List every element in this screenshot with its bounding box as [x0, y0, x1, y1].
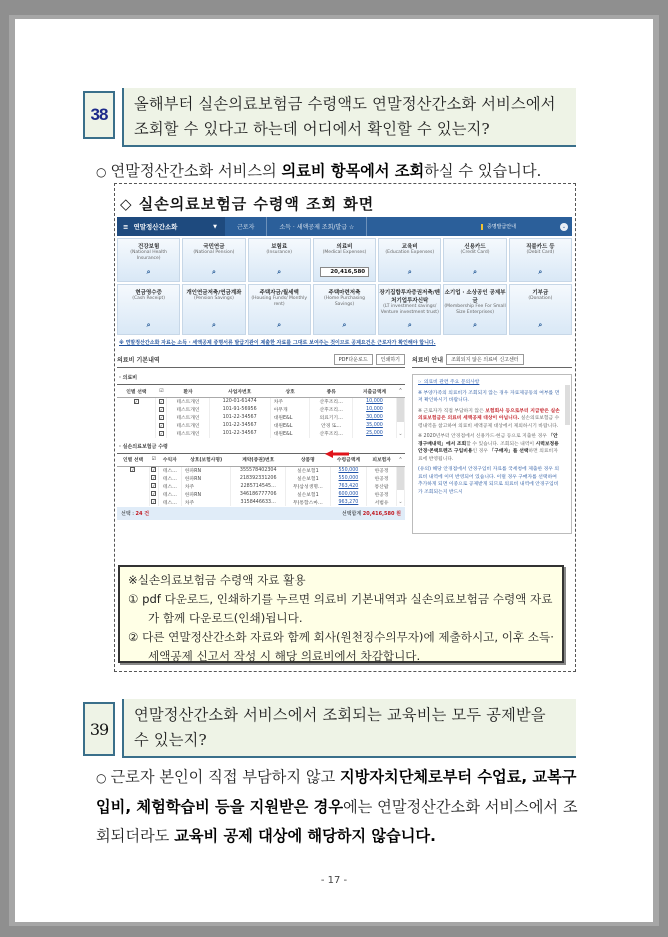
search-icon[interactable]: ⌕ [538, 321, 543, 329]
print-button[interactable]: 인쇄하기 [376, 354, 405, 365]
note-item: ① pdf 다운로드, 인쇄하기를 누르면 의료비 기본내역과 실손의료보험금 수령액 자료가 함께 다운로드(인쇄)됩니다. [128, 592, 553, 625]
row-checkbox[interactable]: ✓ [117, 398, 156, 406]
table-cell: 테스… [158, 498, 181, 506]
tile-lt-investment[interactable] [378, 284, 441, 335]
tile-medical-expenses[interactable] [313, 238, 376, 282]
row-checkbox[interactable] [117, 430, 156, 438]
scrollbar[interactable] [397, 406, 405, 414]
tile-label: 주택자금/월세액 [259, 290, 299, 296]
table-cell: 테스… [158, 474, 181, 482]
breadcrumb-deduction[interactable]: 소득 · 세액공제 조회/발급 ☆ [267, 217, 367, 236]
tile-label: 기부금 [532, 290, 549, 296]
column-header: 사업자번호 [209, 385, 270, 398]
tile-label: 개인연금저축/연금계좌 [186, 290, 242, 296]
column-header: 피보험자 [367, 453, 397, 466]
scrollbar[interactable] [397, 414, 405, 422]
tile-label: 주택마련저축 [328, 290, 361, 296]
table-cell: 218392331206 [231, 474, 286, 482]
tile-label-en: (Membership Fee For Small Size Enterprises) [444, 304, 506, 315]
guide-box[interactable] [412, 374, 572, 534]
table-cell: 120-01-61474 [209, 398, 270, 406]
section-title: 의료비 안내 [412, 357, 444, 364]
tile-label-en: (National Pension) [193, 250, 235, 255]
amount-link[interactable]: 35,000 [352, 422, 396, 430]
question-text [122, 88, 576, 147]
tile-label-en: (Donation) [528, 296, 553, 301]
search-icon[interactable]: ⌕ [538, 268, 543, 276]
table-cell: 실손보험1 [285, 466, 330, 474]
scroll-up-icon[interactable]: ⌃ [397, 385, 405, 398]
scrollbar[interactable] [565, 385, 570, 425]
tile-housing-funds[interactable] [248, 284, 311, 335]
bullet-icon: ○ [96, 165, 107, 179]
tile-label: 신용카드 [464, 244, 486, 250]
guide-paragraph [418, 408, 561, 431]
table-cell: 101-22-34567 [209, 422, 270, 430]
category-tiles-row2 [117, 282, 572, 335]
table-cell: 아무개 [270, 406, 310, 414]
tile-label-en: (National Health Insurance) [130, 250, 167, 261]
table-row[interactable] [117, 490, 405, 498]
row-checkbox[interactable] [117, 406, 156, 414]
row-checkbox[interactable]: ✓ [149, 490, 158, 498]
question-line: 올해부터 실손의료보험금 수령액도 연말정산간소화 서비스에서 [134, 95, 556, 113]
question-line: 수 있는지? [134, 731, 207, 749]
hometax-screenshot [117, 217, 572, 547]
tile-small-business[interactable] [443, 284, 506, 335]
report-center-button[interactable]: 조회되지 않은 의료비 신고센터 [446, 354, 524, 365]
tile-label-en: (Cash Receipt) [132, 296, 166, 301]
answer-text: 연말정산간소화 서비스의 [110, 162, 282, 180]
section-title: 의료비 기본내역 [117, 357, 160, 364]
guide-text: ※ 2020년부터 안경점에서 신용카드·현금 등으로 지출한 경우 [418, 434, 549, 439]
selected-total-label: 선택합계 [341, 511, 363, 517]
search-icon[interactable]: ⌕ [277, 321, 282, 329]
row-checkbox[interactable] [117, 490, 149, 498]
tile-health-insurance[interactable] [117, 238, 180, 282]
guide-paragraph: (유의) 해당 안경점에서 안경구입비 자료를 국세청에 제출한 경우 의료비 내역에 이미 반영되어 있습니다. 이럴 경우 구매자를 선택하여 추가하게 되면 이중으로 공제받게 되므로 의료비 내역에 안경구입비가 조회되는지 반드시 [418, 467, 560, 495]
column-header: 인별 선택 [117, 385, 156, 398]
certificate-guide-link[interactable]: 증명발급안내 [487, 224, 516, 230]
row-checkbox[interactable]: ✓ [156, 430, 167, 438]
amount-link[interactable]: 10,000 [352, 406, 396, 414]
search-icon[interactable]: ⌕ [407, 268, 412, 276]
amount-link[interactable]: 550,000 [330, 474, 366, 482]
tile-label: 교육비 [401, 244, 418, 250]
tile-label: 보험료 [271, 244, 288, 250]
column-header: 종류 [310, 385, 353, 398]
scroll-up-icon[interactable]: ⌃ [397, 453, 405, 466]
column-header: 상품명 [285, 453, 330, 466]
table-cell: 한파RN [181, 490, 231, 498]
table-cell: 대원E&L [270, 414, 310, 422]
row-checkbox[interactable]: ✓ [149, 474, 158, 482]
column-header: 인별 선택 [117, 453, 149, 466]
table-cell: 테스… [158, 466, 181, 474]
search-icon[interactable]: ⌕ [146, 321, 151, 329]
tile-label-en: (Credit Card) [460, 250, 490, 255]
insurance-table [117, 453, 405, 507]
table-row[interactable] [117, 430, 405, 438]
scrollbar[interactable] [397, 398, 405, 406]
row-checkbox[interactable] [117, 414, 156, 422]
red-arrow-icon [325, 450, 349, 458]
table-cell: 실손보험1 [285, 474, 330, 482]
guide-paragraph [418, 433, 561, 463]
tile-label-en: (Education Expenses) [385, 250, 435, 255]
table-cell: 무)삼성생명… [285, 482, 330, 490]
answer-39 [96, 763, 582, 851]
tile-label: 건강보험 [138, 244, 160, 250]
table-cell: 테스트개인 [167, 406, 209, 414]
column-header: 계약(증권)번호 [231, 453, 286, 466]
table-cell: 차주 [270, 398, 310, 406]
menu-icon[interactable]: ≡ [123, 222, 129, 231]
usage-note [118, 565, 564, 663]
subsection-insurance: · 실손의료보험금 수령 [119, 443, 168, 450]
selected-count: 24 건 [135, 511, 150, 517]
table-cell: 테스트개인 [167, 414, 209, 422]
table-row[interactable] [117, 422, 405, 430]
amount-link[interactable]: 550,000 [330, 466, 366, 474]
scrollbar[interactable] [397, 482, 405, 490]
page-number: - 17 - [320, 875, 348, 886]
column-header: 수익자 [158, 453, 181, 466]
table-cell: 대원E&L [270, 422, 310, 430]
column-header: 환자 [167, 385, 209, 398]
table-cell: 실손보험1 [285, 490, 330, 498]
row-checkbox[interactable] [117, 474, 149, 482]
guide-bold: 「안경구매내역」에서 조회 [418, 434, 558, 447]
question-39-header [83, 699, 576, 758]
amount-link[interactable]: 25,000 [352, 430, 396, 438]
row-checkbox[interactable]: ✓ [156, 414, 167, 422]
selected-label: 선택 : [121, 511, 136, 517]
tile-label-en: (LT investment savings/ Venture investment trust) [380, 304, 439, 315]
tile-label-en: (Home Purchasing Savings) [323, 296, 366, 307]
scrollbar[interactable] [397, 422, 405, 430]
table-row[interactable] [117, 498, 405, 506]
selection-summary [117, 507, 405, 520]
pdf-download-button[interactable]: PDF다운로드 [334, 354, 373, 365]
table-cell: 테스트개인 [167, 398, 209, 406]
tile-pension-savings[interactable] [182, 284, 245, 335]
tile-label-en: (Insurance) [266, 250, 292, 255]
answer-emphasis: 의료비 항목에서 조회 [281, 162, 425, 180]
tile-label-en: (Housing Funds/ Monthly rent) [251, 296, 308, 307]
table-row[interactable] [117, 466, 405, 474]
table-cell: 101-22-34567 [209, 414, 270, 422]
row-checkbox[interactable] [117, 498, 149, 506]
notice-link[interactable]: ※ 연말정산간소화 자료는 소득 · 세액공제 증명서류 발급기관이 제출한 자료를 그대로 보여주는 것이므로 공제요건은 근로자가 확인해야 합니다. [119, 340, 436, 346]
figure-title: ◇ 실손의료보험금 수령액 조회 화면 [120, 195, 375, 213]
column-header: 지출금액계 [352, 385, 396, 398]
guide-text: 할 수 있습니다. 조회되는 내역이 [466, 441, 536, 447]
table-cell: 대원E&L [270, 430, 310, 438]
guide-text: ※ 근로자가 직접 부담하지 않은 [418, 408, 486, 414]
tile-label: 국민연금 [203, 244, 225, 250]
tile-home-purchasing-savings[interactable] [313, 284, 376, 335]
medical-table [117, 384, 405, 438]
table-cell: 한파RN [181, 466, 231, 474]
row-checkbox[interactable]: ✓ [117, 466, 149, 474]
marker-icon [481, 224, 483, 230]
tile-label: 직불카드 등 [526, 244, 555, 250]
answer-emphasis: 지방자치단체로부터 수업료, 교복구입비, 체험학습비 등을 지원받은 경우 [96, 768, 577, 816]
selected-total: 20,416,580 원 [362, 511, 401, 517]
answer-text: 근로자 본인이 직접 부담하지 않고 [110, 768, 341, 786]
chevron-circle-icon[interactable]: ⌄ [561, 223, 567, 230]
table-cell: 3158446633… [231, 498, 286, 506]
guide-text: 인 경우 [472, 449, 490, 454]
answer-38 [96, 158, 582, 186]
scrollbar[interactable]: ⌄ [398, 499, 403, 505]
tile-national-pension[interactable] [182, 238, 245, 282]
search-icon[interactable]: ⌕ [342, 321, 347, 329]
tile-insurance[interactable] [248, 238, 311, 282]
tile-label: 현금영수증 [135, 290, 162, 296]
note-title: ※실손의료보험금 수령액 자료 활용 [128, 573, 306, 587]
answer-text: 하실 수 있습니다. [424, 162, 542, 180]
question-number-badge: 39 [83, 702, 115, 756]
tile-label-en: (Pension Savings) [193, 296, 234, 301]
scrollbar[interactable] [397, 474, 405, 482]
column-header: 상호 [270, 385, 310, 398]
answer-text: 에는 연말정산간소화 서비스에서 조회되더라도 [96, 798, 578, 845]
answer-emphasis: 교육비 공제 대상에 해당하지 않습니다. [174, 827, 436, 845]
search-icon[interactable]: ⌕ [211, 268, 216, 276]
amount-link[interactable]: 763,420 [330, 482, 366, 490]
table-cell: 101-22-34567 [209, 430, 270, 438]
table-row[interactable] [117, 474, 405, 482]
table-cell: 355578402304 [231, 466, 286, 474]
row-checkbox[interactable]: ✓ [149, 498, 158, 506]
chevron-down-icon: ▼ [213, 223, 217, 230]
question-line: 연말정산간소화 서비스에서 조회되는 교육비는 모두 공제받을 [134, 706, 546, 724]
medical-expenses-value[interactable]: 20,416,580 [320, 267, 369, 277]
table-cell: 한공정 [367, 490, 397, 498]
table-cell: 통산팝 [367, 482, 397, 490]
search-icon[interactable]: ⌕ [407, 321, 412, 329]
table-cell: 한파RN [181, 474, 231, 482]
search-icon[interactable]: ⌕ [473, 321, 478, 329]
table-cell: 산후조리… [310, 398, 353, 406]
row-checkbox[interactable]: ✓ [156, 406, 167, 414]
question-38-header [83, 88, 576, 147]
table-cell: 서범유 [367, 498, 397, 506]
amount-link[interactable]: 10,000 [352, 398, 396, 406]
scrollbar[interactable]: ⌄ [398, 430, 403, 437]
nav-home[interactable] [117, 217, 225, 236]
guide-text: 실손의료보험금 수령내역을 참고하여 의료비 세액공제 대상에서 제외하시기 바랍니다. [418, 416, 560, 429]
column-header: ☑ [156, 385, 167, 398]
guide-warning: 보험회사 등으로부터 지급받은 실손의료보험금은 의료비 세액공제 대상이 아닙니다. [418, 408, 560, 421]
table-cell: 차주 [181, 482, 231, 490]
tile-cash-receipt[interactable] [117, 284, 180, 335]
nav-home-label: 연말정산간소화 [133, 223, 178, 231]
tile-credit-card[interactable] [443, 238, 506, 282]
table-cell: 한공정 [367, 474, 397, 482]
table-row[interactable] [117, 482, 405, 490]
table-cell: 101-91-56956 [209, 406, 270, 414]
scrollbar[interactable] [397, 466, 405, 474]
tile-label-en: (Medical Expenses) [322, 250, 367, 255]
search-icon[interactable]: ⌕ [211, 321, 216, 329]
table-cell: 테스트개인 [167, 422, 209, 430]
amount-link[interactable]: 600,000 [330, 490, 366, 498]
tile-label: 소기업 · 소상공인 공제부금 [444, 290, 506, 304]
question-text [122, 699, 576, 758]
bullet-icon: ○ [96, 771, 107, 785]
nav-bar [117, 217, 572, 236]
amount-link[interactable]: 30,000 [352, 414, 396, 422]
table-row[interactable] [117, 398, 405, 406]
column-header: 상호(보험사명) [181, 453, 231, 466]
guide-paragraph: ※ 부양가족의 의료비가 조회되지 않는 경우 자료제공동의 여부를 먼저 확인하시기 바랍니다. [418, 390, 560, 403]
search-icon[interactable]: ⌕ [146, 268, 151, 276]
table-cell: 의료기기… [310, 414, 353, 422]
table-row[interactable] [117, 414, 405, 422]
search-icon[interactable]: ⌕ [473, 268, 478, 276]
table-cell: 테스… [158, 490, 181, 498]
table-row[interactable] [117, 406, 405, 414]
row-checkbox[interactable]: ✓ [149, 466, 158, 474]
row-checkbox[interactable]: ✓ [156, 398, 167, 406]
table-cell: 산후조리… [310, 406, 353, 414]
row-checkbox[interactable] [117, 482, 149, 490]
medical-detail-pane [117, 350, 405, 534]
question-number-badge: 38 [83, 91, 115, 139]
note-item: ② 다른 연말정산간소화 자료와 함께 회사(원천징수의무자)에 제출하시고, 이후 소득·세액공제 신고서 작성 시 해당 의료비에서 차감합니다. [128, 630, 554, 663]
tile-education-expenses[interactable] [378, 238, 441, 282]
category-tiles-row1 [117, 236, 572, 282]
tile-label: 장기집합투자증권저축/벤처기업투자신탁 [379, 290, 440, 304]
table-cell: 테스트개인 [167, 430, 209, 438]
table-cell: 무)통합스마… [285, 498, 330, 506]
row-checkbox[interactable]: ✓ [149, 482, 158, 490]
column-header: ☑ [149, 453, 158, 466]
amount-link[interactable]: 963,270 [330, 498, 366, 506]
table-cell: 차주 [181, 498, 231, 506]
scrollbar[interactable] [397, 490, 405, 498]
row-checkbox[interactable] [117, 422, 156, 430]
question-line: 조회할 수 있다고 하는데 어디에서 확인할 수 있는지? [134, 120, 490, 138]
subsection-medical: · 의료비 [119, 375, 138, 381]
faq-link[interactable]: ☞ 의료비 관련 주요 문의사항 [418, 380, 480, 385]
table-cell: 안경 또… [310, 422, 353, 430]
table-cell: 2285714545… [231, 482, 286, 490]
guide-text: 하면 의료비자료에 반영됩니다. [418, 449, 558, 462]
table-cell: 346186777706 [231, 490, 286, 498]
table-cell: 산후조리… [310, 430, 353, 438]
table-cell: 한공정 [367, 466, 397, 474]
breadcrumb-worker[interactable]: 근로자 [225, 217, 267, 236]
row-checkbox[interactable]: ✓ [156, 422, 167, 430]
tile-debit-card[interactable] [509, 238, 572, 282]
tile-label: 의료비 [336, 244, 353, 250]
table-cell: 테스… [158, 482, 181, 490]
guide-bold: 시력보정용 안경·콘택트렌즈 구입비용 [418, 441, 559, 454]
column-header: 수령금액계 [330, 453, 366, 466]
tile-label-en: (Debit Card) [526, 250, 555, 255]
medical-guide-pane [412, 350, 572, 534]
search-icon[interactable]: ⌕ [277, 268, 282, 276]
tile-donation[interactable] [509, 284, 572, 335]
guide-bold: 「구매자」를 선택 [489, 449, 529, 454]
